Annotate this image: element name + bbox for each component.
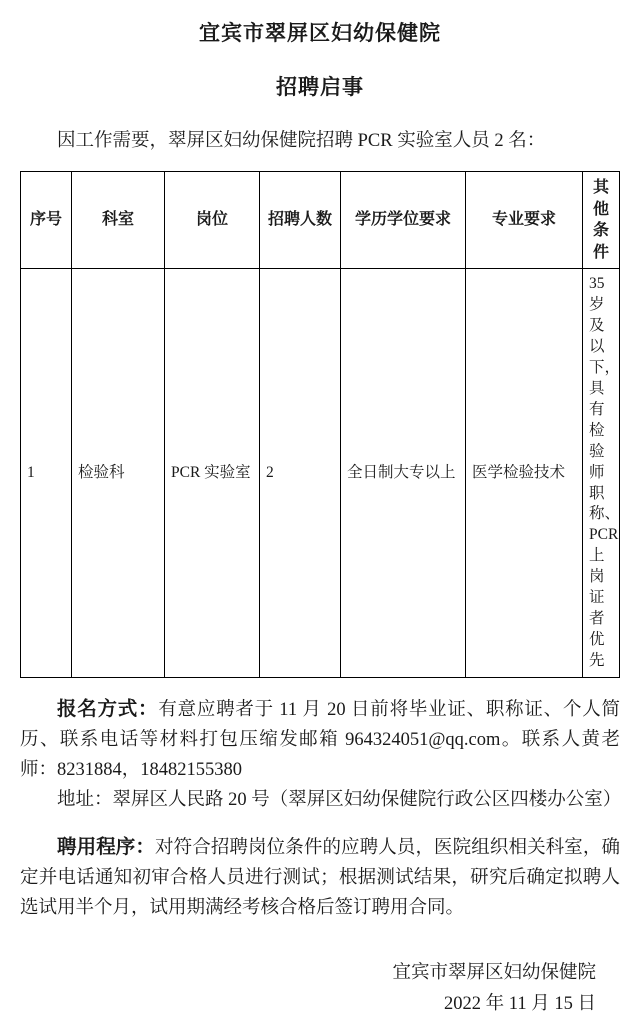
cell-no: 1 (21, 269, 72, 678)
header-other: 其他条件 (583, 171, 620, 268)
procedure-paragraph (20, 832, 620, 924)
cell-other: 35 岁及以下，具有检验师职称、PCR 上岗证者优先 (583, 269, 620, 678)
procedure-text: 对符合招聘岗位条件的应聘人员，医院组织相关科室，确定并电话通知初审合格人员进行测试；根据测试结果，研究后确定拟聘人选试用半个月，试用期满经考核合格后签订聘用合同。 (20, 837, 620, 918)
header-dept: 科室 (72, 171, 165, 268)
signature-org: 宜宾市翠屏区妇幼保健院 (392, 962, 596, 983)
table-header-row (21, 171, 620, 268)
procedure-label: 聘用程序： (57, 836, 156, 858)
intro-paragraph: 因工作需要，翠屏区妇幼保健院招聘 PCR 实验室人员 2 名： (57, 131, 546, 151)
cell-major: 医学检验技术 (466, 269, 583, 678)
document-title-line1: 宜宾市翠屏区妇幼保健院 (199, 21, 441, 45)
header-major: 专业要求 (466, 171, 583, 268)
header-edu: 学历学位要求 (341, 171, 466, 268)
header-no: 序号 (21, 171, 72, 268)
header-post: 岗位 (165, 171, 260, 268)
cell-num: 2 (260, 269, 341, 678)
cell-post: PCR 实验室 (165, 269, 260, 678)
apply-paragraph (20, 694, 620, 786)
header-num: 招聘人数 (260, 171, 341, 268)
table-row (21, 269, 620, 678)
apply-text: 有意应聘者于 11 月 20 日前将毕业证、职称证、个人简历、联系电话等材料打包压缩发邮箱 964324051@qq.com。联系人黄老师：8231884，18482155380 (20, 699, 620, 780)
document-title-line2: 招聘启事 (276, 74, 364, 99)
signature-block (20, 958, 620, 1021)
signature-date: 2022 年 11 月 15 日 (444, 994, 596, 1015)
cell-dept: 检验科 (72, 269, 165, 678)
address-paragraph: 地址：翠屏区人民路 20 号（翠屏区妇幼保健院行政公区四楼办公室） (57, 789, 622, 810)
cell-edu: 全日制大专以上 (341, 269, 466, 678)
apply-label: 报名方式： (57, 698, 159, 720)
recruitment-table (20, 171, 620, 678)
